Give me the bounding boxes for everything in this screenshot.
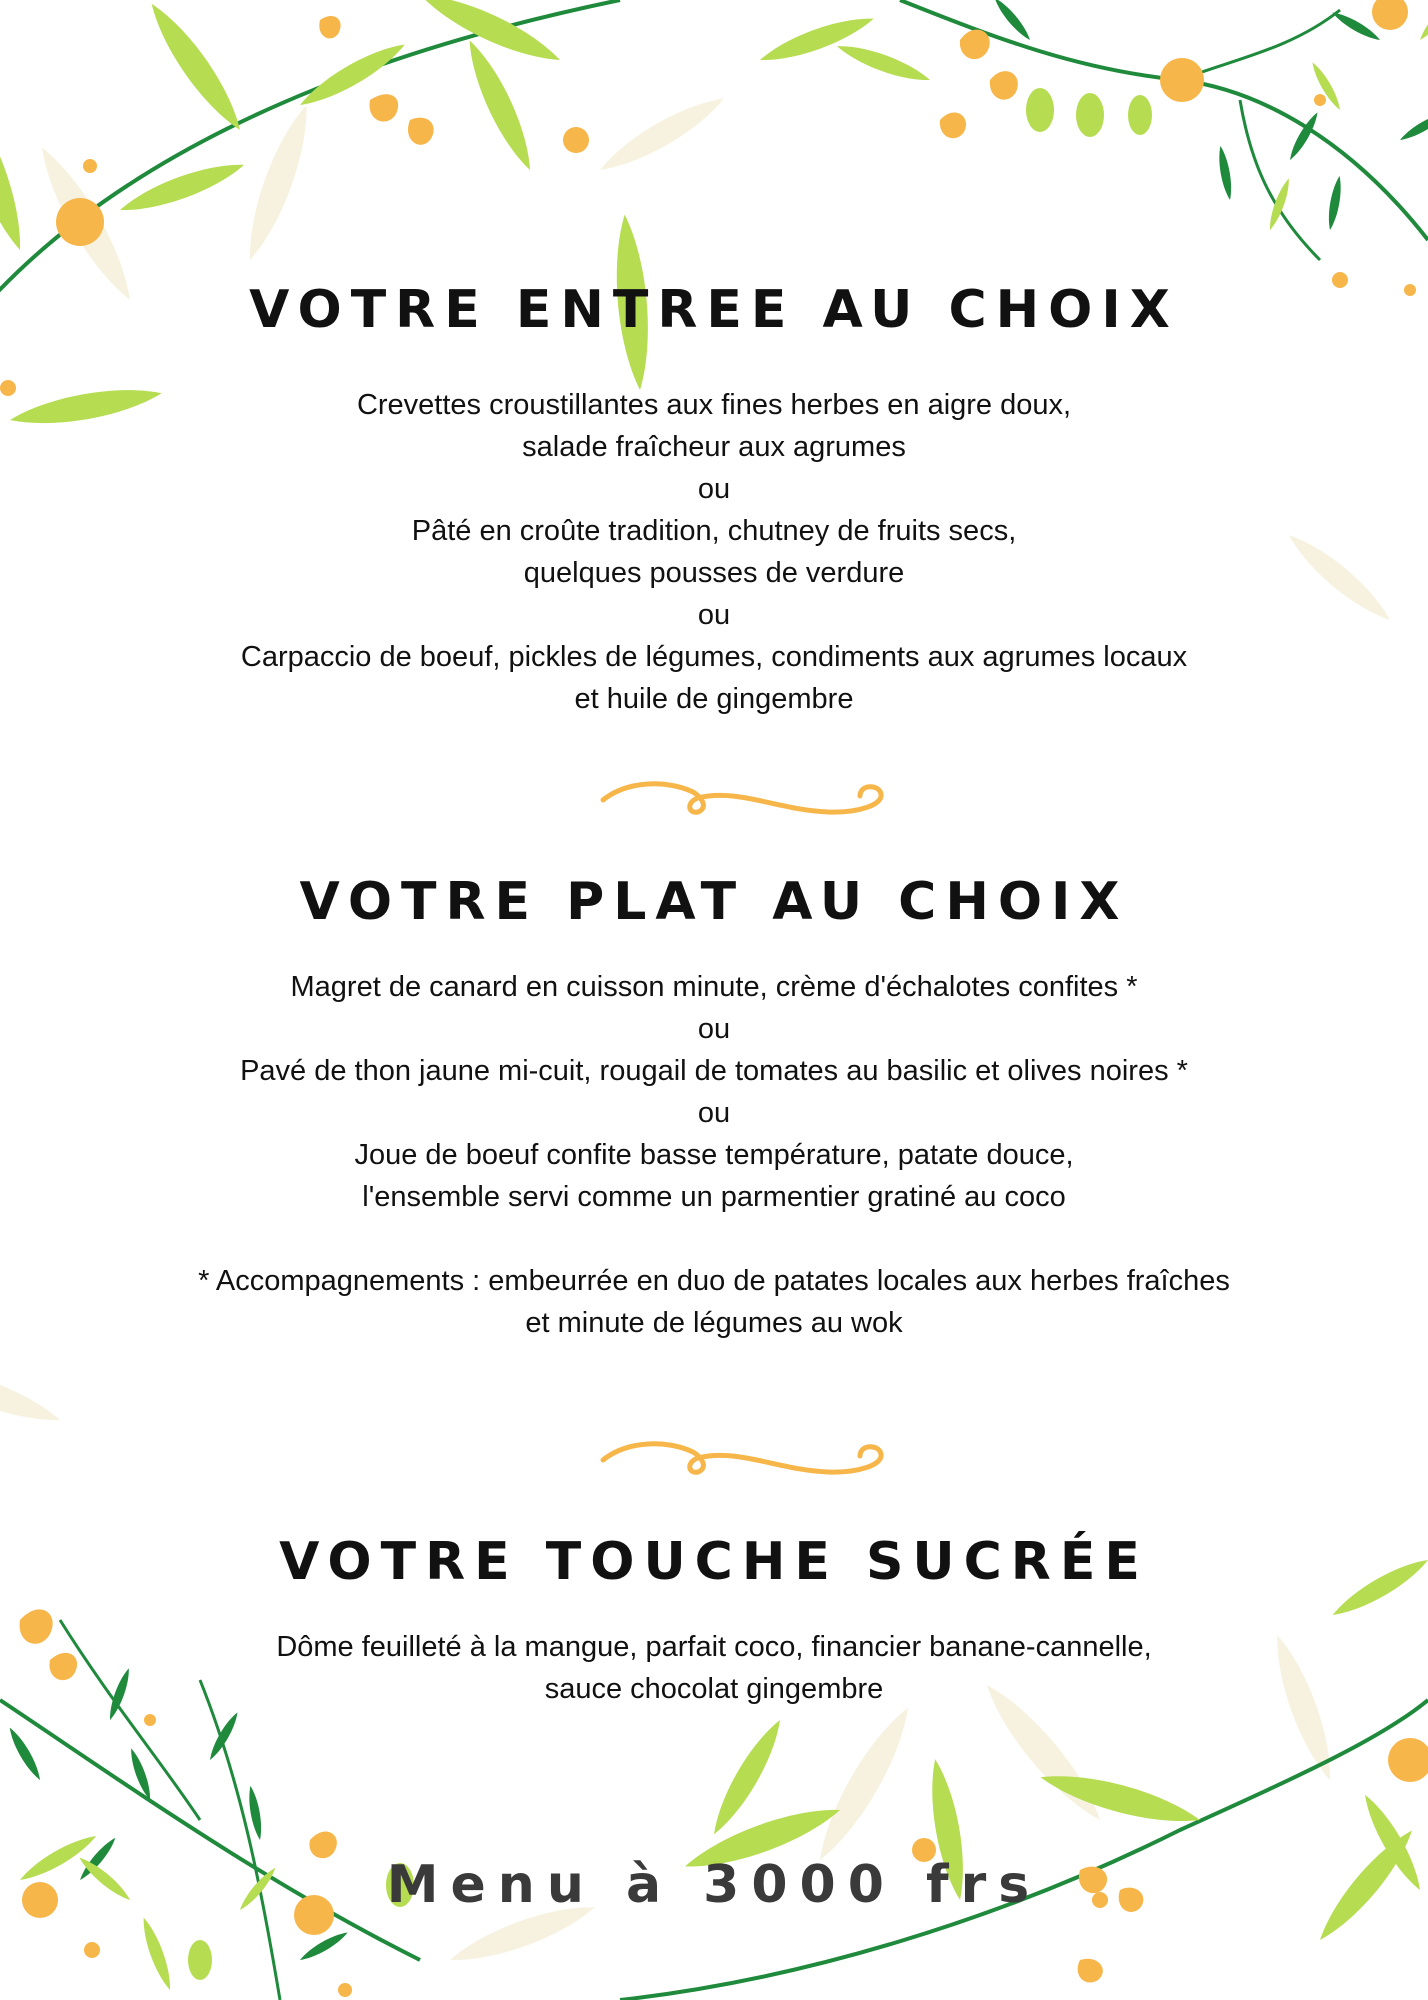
starters-title: VOTRE ENTREE AU CHOIX xyxy=(249,280,1179,340)
menu-line: salade fraîcheur aux agrumes xyxy=(522,431,906,463)
menu-line: ou xyxy=(697,1097,731,1129)
menu-line: ou xyxy=(697,473,731,505)
flourish-divider xyxy=(598,1430,888,1490)
menu-line: l'ensemble servi comme un parmentier gratiné au coco xyxy=(362,1181,1066,1213)
menu-line: Magret de canard en cuisson minute, crème d'échalotes confites * xyxy=(290,971,1138,1003)
menu-line: quelques pousses de verdure xyxy=(523,557,905,589)
menu-line: et minute de légumes au wok xyxy=(525,1307,903,1339)
dessert-list xyxy=(0,1626,1428,1710)
menu-line: Pâté en croûte tradition, chutney de fruits secs, xyxy=(411,515,1017,547)
menu-line: Carpaccio de boeuf, pickles de légumes, condiments aux agrumes locaux xyxy=(240,641,1188,673)
menu-line: Pavé de thon jaune mi-cuit, rougail de tomates au basilic et olives noires * xyxy=(240,1055,1188,1087)
menu-line: Crevettes croustillantes aux fines herbes en aigre doux, xyxy=(356,389,1072,421)
menu-line: ou xyxy=(697,599,731,631)
starters-list xyxy=(0,384,1428,720)
menu-line: sauce chocolat gingembre xyxy=(544,1673,884,1705)
mains-title: VOTRE PLAT AU CHOIX xyxy=(299,872,1129,932)
flourish-divider xyxy=(598,770,888,830)
menu-price: Menu à 3000 frs xyxy=(386,1855,1042,1915)
menu-line: Joue de boeuf confite basse température, patate douce, xyxy=(354,1139,1074,1171)
menu-line: Dôme feuilleté à la mangue, parfait coco, financier banane-cannelle, xyxy=(276,1631,1152,1663)
menu-line: * Accompagnements : embeurrée en duo de patates locales aux herbes fraîches xyxy=(198,1265,1230,1297)
sides-note xyxy=(0,1260,1428,1344)
mains-list xyxy=(0,966,1428,1218)
menu-line: et huile de gingembre xyxy=(574,683,854,715)
menu-line: ou xyxy=(697,1013,731,1045)
dessert-title: VOTRE TOUCHE SUCRÉE xyxy=(279,1532,1149,1592)
